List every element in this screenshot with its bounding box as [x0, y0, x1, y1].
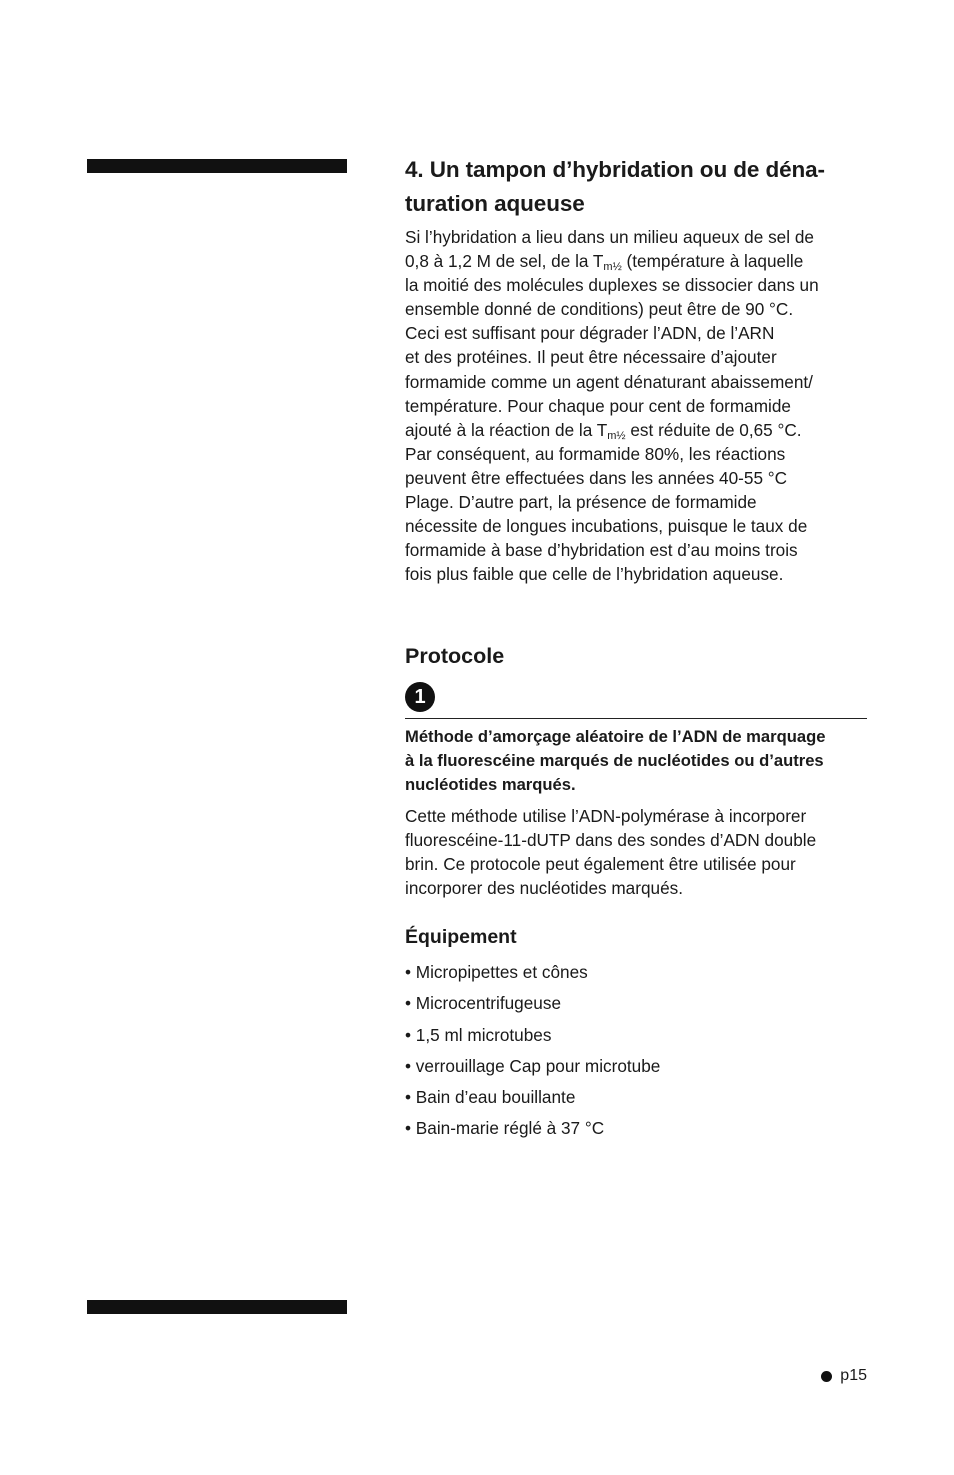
text-line: incorporer des nucléotides marqués.	[405, 878, 684, 899]
list-item: • Bain-marie réglé à 37 °C	[405, 1118, 605, 1139]
decorative-bottom-bar	[87, 1300, 347, 1314]
text-line	[405, 418, 867, 442]
text-line: Ceci est suffisant pour dégrader l’ADN, de l’ARN	[405, 323, 775, 344]
intro-paragraph	[405, 225, 867, 586]
text-line: nécessite de longues incubations, puisque le taux de	[405, 516, 808, 537]
text-line: fluorescéine-11-dUTP dans des sondes d’ADN double	[405, 830, 817, 851]
text-line: fois plus faible que celle de l’hybridation aqueuse.	[405, 564, 784, 585]
protocol-heading: Protocole	[405, 644, 505, 668]
text-line: Par conséquent, au formamide 80%, les réactions	[405, 443, 786, 464]
text-line: ensemble donné de conditions) peut être de 90 °C.	[405, 299, 794, 320]
decorative-top-bar	[87, 159, 347, 173]
list-item: • 1,5 ml microtubes	[405, 1024, 552, 1045]
method-description	[405, 804, 867, 900]
text-line: formamide comme un agent dénaturant abaissement/	[405, 371, 813, 392]
section-heading-line-1: 4. Un tampon d’hybridation ou de déna-	[405, 157, 825, 182]
text-fragment: ajouté à la réaction de la T	[405, 419, 608, 440]
text-line: nucléotides marqués.	[405, 775, 576, 795]
text-line: peuvent être effectuées dans les années 40-55 °C	[405, 467, 788, 488]
section-heading	[405, 153, 867, 221]
step-number-badge: 1	[405, 682, 435, 712]
list-item: • verrouillage Cap pour microtube	[405, 1055, 661, 1076]
text-line: température. Pour chaque pour cent de formamide	[405, 395, 791, 416]
text-line: formamide à base d’hybridation est d’au moins trois	[405, 540, 798, 561]
section-heading-line-2: turation aqueuse	[405, 191, 585, 216]
text-fragment: (température à laquelle	[621, 251, 804, 272]
text-line: brin. Ce protocole peut également être utilisée pour	[405, 854, 796, 875]
subscript: m½	[603, 261, 622, 274]
list-item: • Microcentrifugeuse	[405, 993, 561, 1014]
divider	[405, 718, 867, 719]
list-item: • Bain d’eau bouillante	[405, 1087, 576, 1108]
subscript: m½	[607, 429, 626, 442]
equipment-list	[405, 960, 867, 1148]
text-line: à la fluorescéine marqués de nucléotides ou d’autres	[405, 751, 824, 771]
list-item: • Micropipettes et cônes	[405, 962, 588, 982]
text-fragment: est réduite de 0,65 °C.	[625, 419, 802, 440]
text-fragment: 0,8 à 1,2 M de sel, de la T	[405, 251, 604, 272]
text-line: et des protéines. Il peut être nécessaire d’ajouter	[405, 347, 777, 368]
page-footer	[821, 1367, 867, 1385]
text-line: la moitié des molécules duplexes se dissocier dans un	[405, 275, 819, 296]
text-line: Plage. D’autre part, la présence de formamide	[405, 492, 757, 513]
page-number: p15	[840, 1367, 867, 1384]
equipment-heading: Équipement	[405, 926, 517, 948]
text-line: Cette méthode utilise l’ADN-polymérase à incorporer	[405, 806, 807, 826]
text-line: Méthode d’amorçage aléatoire de l’ADN de marquage	[405, 727, 826, 746]
text-line	[405, 249, 867, 273]
bullet-dot-icon	[821, 1371, 832, 1382]
method-title	[405, 725, 867, 798]
text-line: Si l’hybridation a lieu dans un milieu aqueux de sel de	[405, 227, 814, 247]
